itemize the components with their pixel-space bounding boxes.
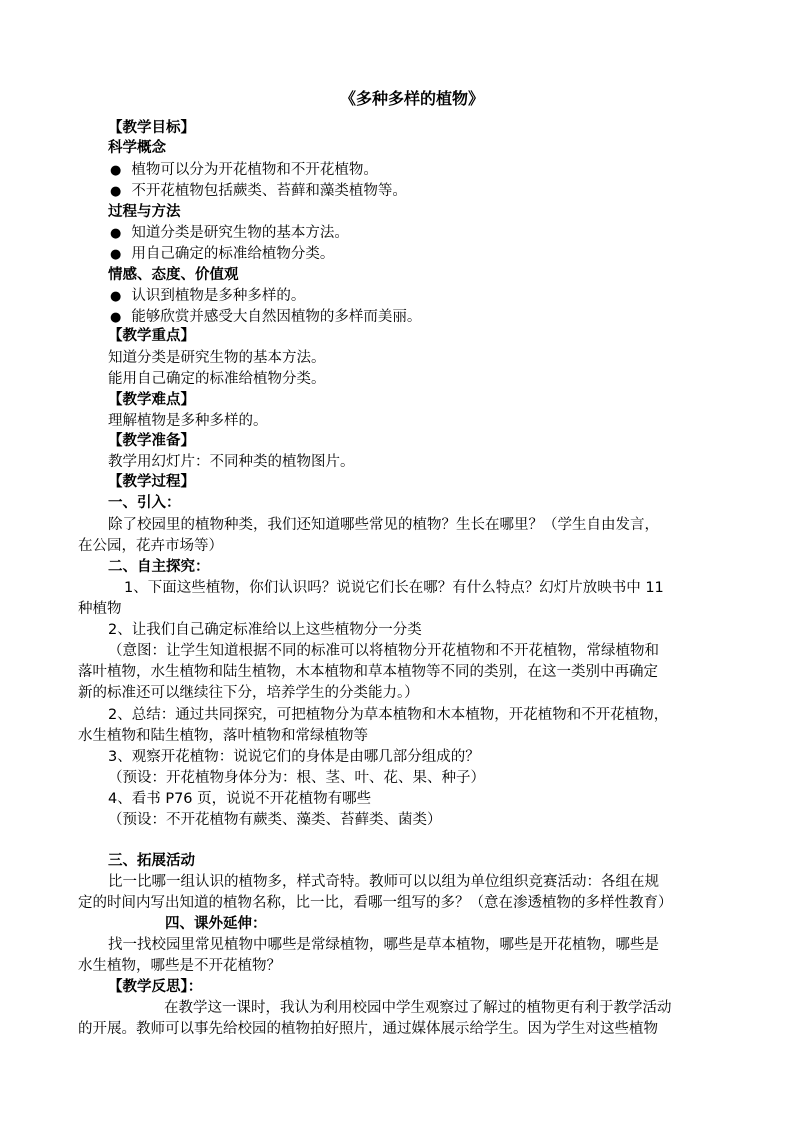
paragraph-line: 理解植物是多种多样的。 bbox=[108, 413, 268, 429]
paragraph-line: 水生植物，哪些是不开花植物？ bbox=[78, 958, 281, 974]
list-item: ● 知道分类是研究生物的基本方法。 bbox=[110, 225, 349, 241]
section-difficulty: 【教学难点】 bbox=[108, 392, 195, 408]
list-item: ● 能够欣赏并感受大自然因植物的多样而美丽。 bbox=[110, 309, 422, 325]
paragraph-line: 3、观察开花植物：说说它们的身体是由哪几部分组成的？ bbox=[108, 749, 480, 765]
paragraph-line: 除了校园里的植物种类，我们还知道哪些常见的植物？生长在哪里？（学生自由发言， bbox=[108, 517, 659, 533]
paragraph-line: （预设：不开花植物有蕨类、藻类、苔藓类、菌类） bbox=[108, 812, 442, 828]
paragraph-line: 2、总结：通过共同探究，可把植物分为草本植物和木本植物，开花植物和不开花植物， bbox=[108, 707, 669, 723]
paragraph-line: 落叶植物，水生植物和陆生植物，木本植物和草本植物等不同的类别，在这一类别中再确定 bbox=[78, 664, 658, 680]
document-title: 《多种多样的植物》 bbox=[340, 89, 485, 108]
bullet-icon: ● bbox=[110, 163, 122, 178]
paragraph-line: （预设：开花植物身体分为：根、茎、叶、花、果、种子） bbox=[108, 770, 485, 786]
paragraph-line: 在公园，花卉市场等） bbox=[78, 538, 223, 554]
subheading-science-concept: 科学概念 bbox=[108, 140, 166, 156]
paragraph-line: 在教学这一课时，我认为利用校园中学生观察过了解过的植物更有利于教学活动 bbox=[164, 1000, 672, 1016]
section-process: 【教学过程】 bbox=[108, 474, 195, 490]
paragraph-line: 新的标准还可以继续往下分，培养学生的分类能力。） bbox=[78, 685, 419, 701]
paragraph-line: 比一比哪一组认识的植物多，样式奇特。教师可以以组为单位组织竞赛活动：各组在规 bbox=[108, 874, 659, 890]
section-key-points: 【教学重点】 bbox=[108, 328, 195, 344]
paragraph-line: 种植物 bbox=[78, 601, 122, 617]
section-preparation: 【教学准备】 bbox=[108, 433, 195, 449]
bullet-icon: ● bbox=[110, 184, 122, 199]
list-item: ● 用自己确定的标准给植物分类。 bbox=[110, 246, 335, 262]
heading-after-class: 四、课外延伸： bbox=[165, 916, 267, 932]
paragraph-line: 水生植物和陆生植物，落叶植物和常绿植物等 bbox=[78, 728, 368, 744]
paragraph-line: 的开展。教师可以事先给校园的植物拍好照片，通过媒体展示给学生。因为学生对这些植物 bbox=[78, 1021, 658, 1037]
paragraph-line: 知道分类是研究生物的基本方法。 bbox=[108, 350, 326, 366]
subheading-process-method: 过程与方法 bbox=[108, 204, 181, 220]
bullet-icon: ● bbox=[110, 226, 122, 241]
paragraph-line: 1、下面这些植物，你们认识吗？说说它们长在哪？有什么特点？幻灯片放映书中 11 bbox=[124, 580, 664, 596]
list-item: ● 植物可以分为开花植物和不开花植物。 bbox=[110, 162, 378, 178]
subheading-emotion: 情感、态度、价值观 bbox=[108, 267, 239, 283]
heading-self-exploration: 二、自主探究： bbox=[108, 559, 210, 575]
paragraph-line: 教学用幻灯片：不同种类的植物图片。 bbox=[108, 454, 355, 470]
bullet-icon: ● bbox=[110, 289, 122, 304]
section-reflection: 【教学反思】： bbox=[108, 979, 203, 995]
paragraph-line: 找一找校园里常见植物中哪些是常绿植物，哪些是草本植物，哪些是开花植物，哪些是 bbox=[108, 937, 659, 953]
paragraph-line: （意图：让学生知道根据不同的标准可以将植物分开花植物和不开花植物，常绿植物和 bbox=[108, 643, 659, 659]
bullet-icon: ● bbox=[110, 247, 122, 262]
paragraph-line: 4、看书 P76 页，说说不开花植物有哪些 bbox=[108, 791, 372, 807]
list-item: ● 认识到植物是多种多样的。 bbox=[110, 288, 306, 304]
paragraph-line: 能用自己确定的标准给植物分类。 bbox=[108, 371, 326, 387]
bullet-icon: ● bbox=[110, 310, 122, 325]
list-item: ● 不开花植物包括蕨类、苔藓和藻类植物等。 bbox=[110, 183, 407, 199]
paragraph-line: 2、让我们自己确定标准给以上这些植物分一分类 bbox=[108, 622, 422, 638]
heading-introduction: 一、引入： bbox=[108, 495, 181, 511]
paragraph-line: 定的时间内写出知道的植物名称，比一比，看哪一组写的多？（意在渗透植物的多样性教育） bbox=[78, 895, 673, 911]
heading-extension-activity: 三、拓展活动 bbox=[108, 853, 195, 869]
section-teaching-goal: 【教学目标】 bbox=[108, 120, 195, 136]
